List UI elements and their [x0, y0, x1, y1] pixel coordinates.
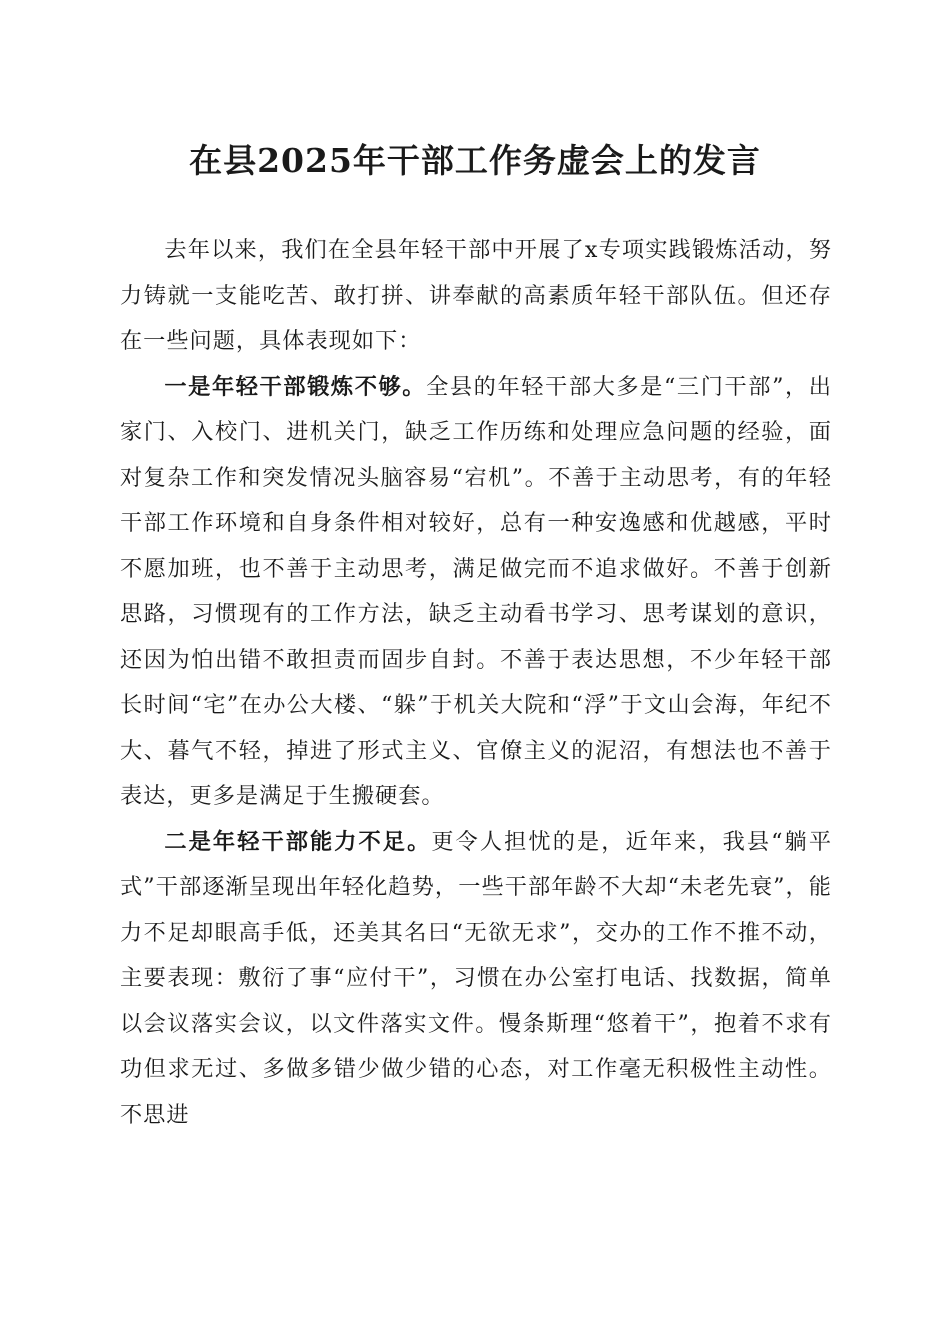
- document-title: 在县2025年干部工作务虚会上的发言: [189, 141, 761, 180]
- paragraph-lead: 一是年轻干部锻炼不够。: [164, 373, 427, 400]
- paragraph-text: 更令人担忧的是，近年来，我县“躺平式”干部逐渐呈现出年轻化趋势，一些干部年龄不大却“未老先衰”，能力不足却眼高手低，还美其名曰“无欲无求”，交办的工作不推不动，主要表现：敷衍了事“应付干”，习惯在办公室打电话、找数据，简单以会议落实会议，以文件落实文件。慢条斯理“悠着干”，抱着不求有功但求无过、多做多错少做少错的心态，对工作毫无积极性主动性。不思进: [120, 828, 833, 1128]
- document-body: [120, 228, 832, 1138]
- paragraph-point-two: [120, 820, 832, 1139]
- paragraph-text: 全县的年轻干部大多是“三门干部”，出家门、入校门、进机关门，缺乏工作历练和处理应急问题的经验，面对复杂工作和突发情况头脑容易“宕机”。不善于主动思考，有的年轻干部工作环境和自身条件相对较好，总有一种安逸感和优越感，平时不愿加班，也不善于主动思考，满足做完而不追求做好。不善于创新思路，习惯现有的工作方法，缺乏主动看书学习、思考谋划的意识，还因为怕出错不敢担责而固步自封。不善于表达思想，不少年轻干部长时间“宅”在办公大楼、“躲”于机关大院和“浮”于文山会海，年纪不大、暮气不轻，掉进了形式主义、官僚主义的泥沼，有想法也不善于表达，更多是满足于生搬硬套。: [120, 373, 832, 809]
- paragraph-intro: [120, 228, 832, 365]
- paragraph-lead: 二是年轻干部能力不足。: [164, 828, 432, 855]
- paragraph-text: 去年以来，我们在全县年轻干部中开展了x专项实践锻炼活动，努力铸就一支能吃苦、敢打拼、讲奉献的高素质年轻干部队伍。但还存在一些问题，具体表现如下：: [120, 237, 832, 354]
- paragraph-point-one: [120, 365, 832, 820]
